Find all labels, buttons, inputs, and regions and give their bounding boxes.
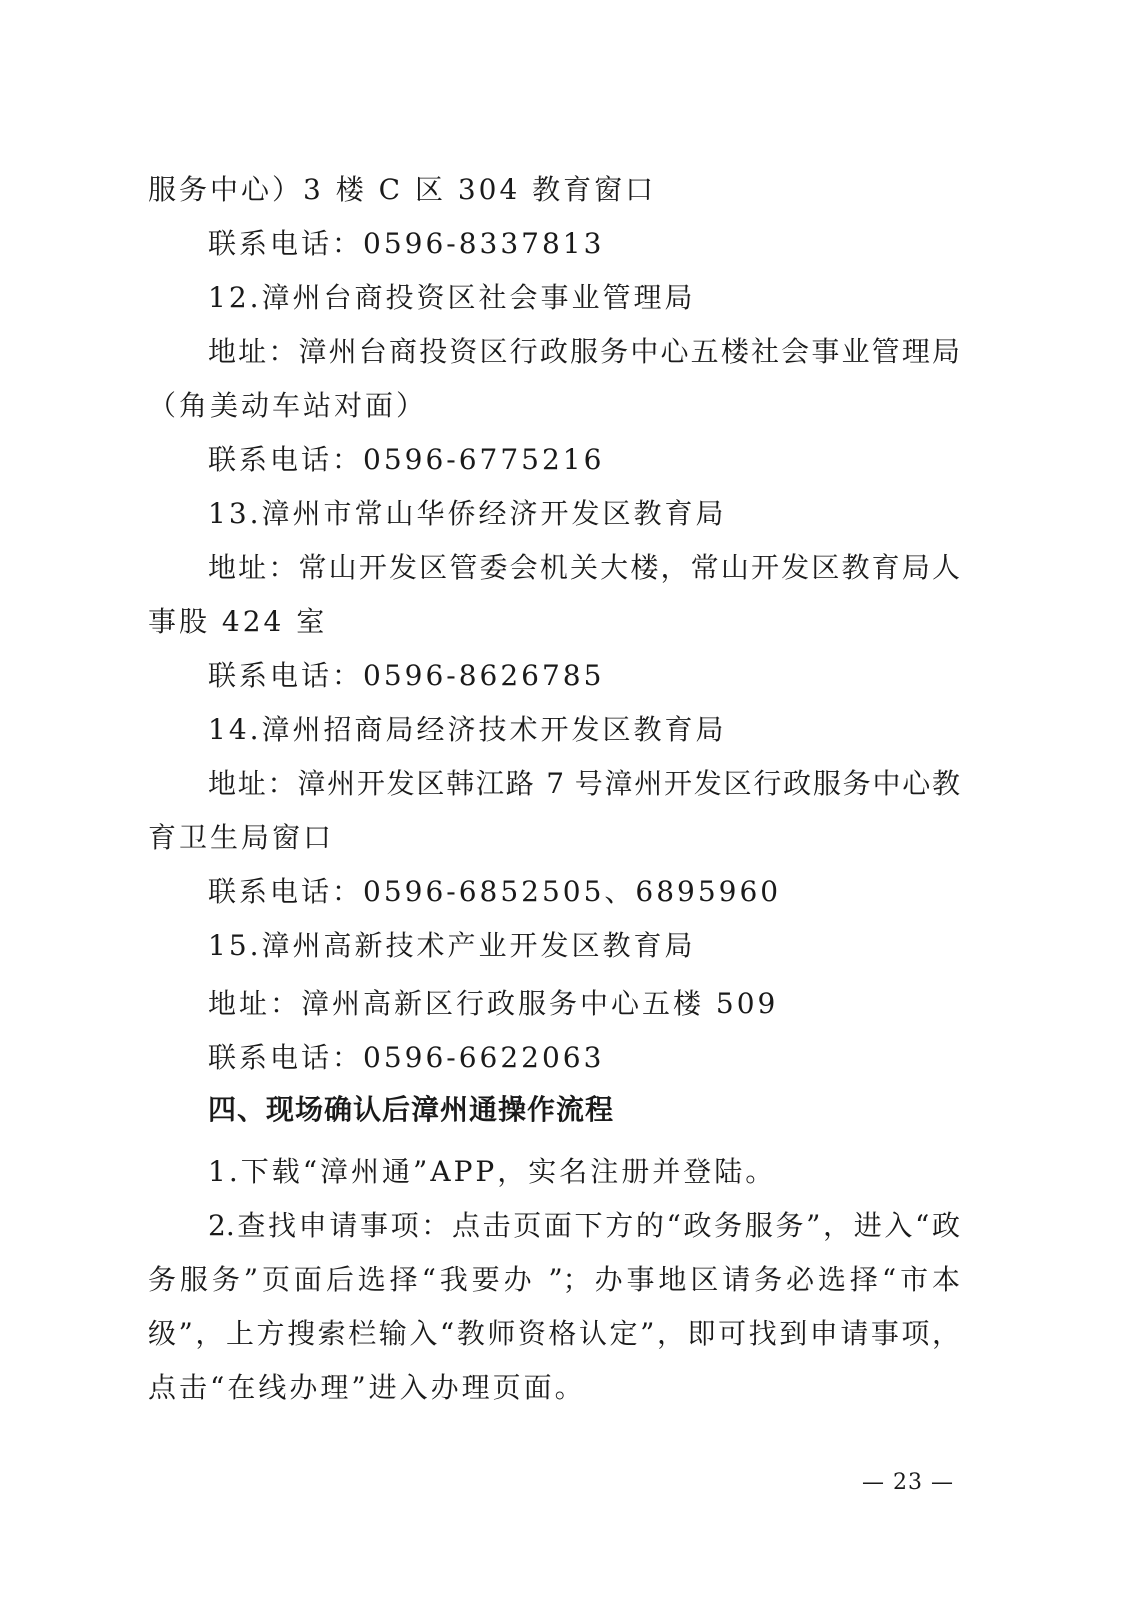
text-line-3: 12.漳州台商投资区社会事业管理局 (208, 281, 696, 314)
text-line-23: 点击“在线办理”进入办理页面。 (148, 1371, 586, 1404)
text-line-21: 务服务”页面后选择“我要办 ”；办事地区请务必选择“市本 (148, 1263, 960, 1296)
text-line-1: 服务中心）3 楼 C 区 304 教育窗口 (148, 173, 657, 206)
page-number: — 23 — (862, 1470, 954, 1495)
text-line-16: 地址：漳州高新区行政服务中心五楼 509 (208, 987, 779, 1020)
text-line-4: 地址：漳州台商投资区行政服务中心五楼社会事业管理局 (208, 335, 960, 368)
text-line-6: 联系电话：0596-6775216 (208, 443, 605, 476)
text-line-12: 地址：漳州开发区韩江路 7 号漳州开发区行政服务中心教 (208, 767, 960, 800)
text-line-17: 联系电话：0596-6622063 (208, 1041, 605, 1074)
text-line-14: 联系电话：0596-6852505、6895960 (208, 875, 782, 908)
text-line-9: 事股 424 室 (148, 605, 328, 638)
text-line-7: 13.漳州市常山华侨经济开发区教育局 (208, 497, 727, 530)
text-line-15: 15.漳州高新技术产业开发区教育局 (208, 929, 696, 962)
text-line-22: 级”，上方搜索栏输入“教师资格认定”，即可找到申请事项， (148, 1317, 960, 1350)
text-line-8: 地址：常山开发区管委会机关大楼，常山开发区教育局人 (208, 551, 960, 584)
section-heading: 四、现场确认后漳州通操作流程 (208, 1093, 615, 1126)
text-line-20: 2.查找申请事项：点击页面下方的“政务服务”，进入“政 (208, 1209, 960, 1242)
text-line-11: 14.漳州招商局经济技术开发区教育局 (208, 713, 727, 746)
text-line-19: 1.下载“漳州通”APP，实名注册并登陆。 (208, 1155, 777, 1188)
text-line-2: 联系电话：0596-8337813 (208, 227, 605, 260)
text-line-13: 育卫生局窗口 (148, 821, 335, 854)
text-line-5: （角美动车站对面） (148, 389, 428, 422)
text-line-10: 联系电话：0596-8626785 (208, 659, 605, 692)
